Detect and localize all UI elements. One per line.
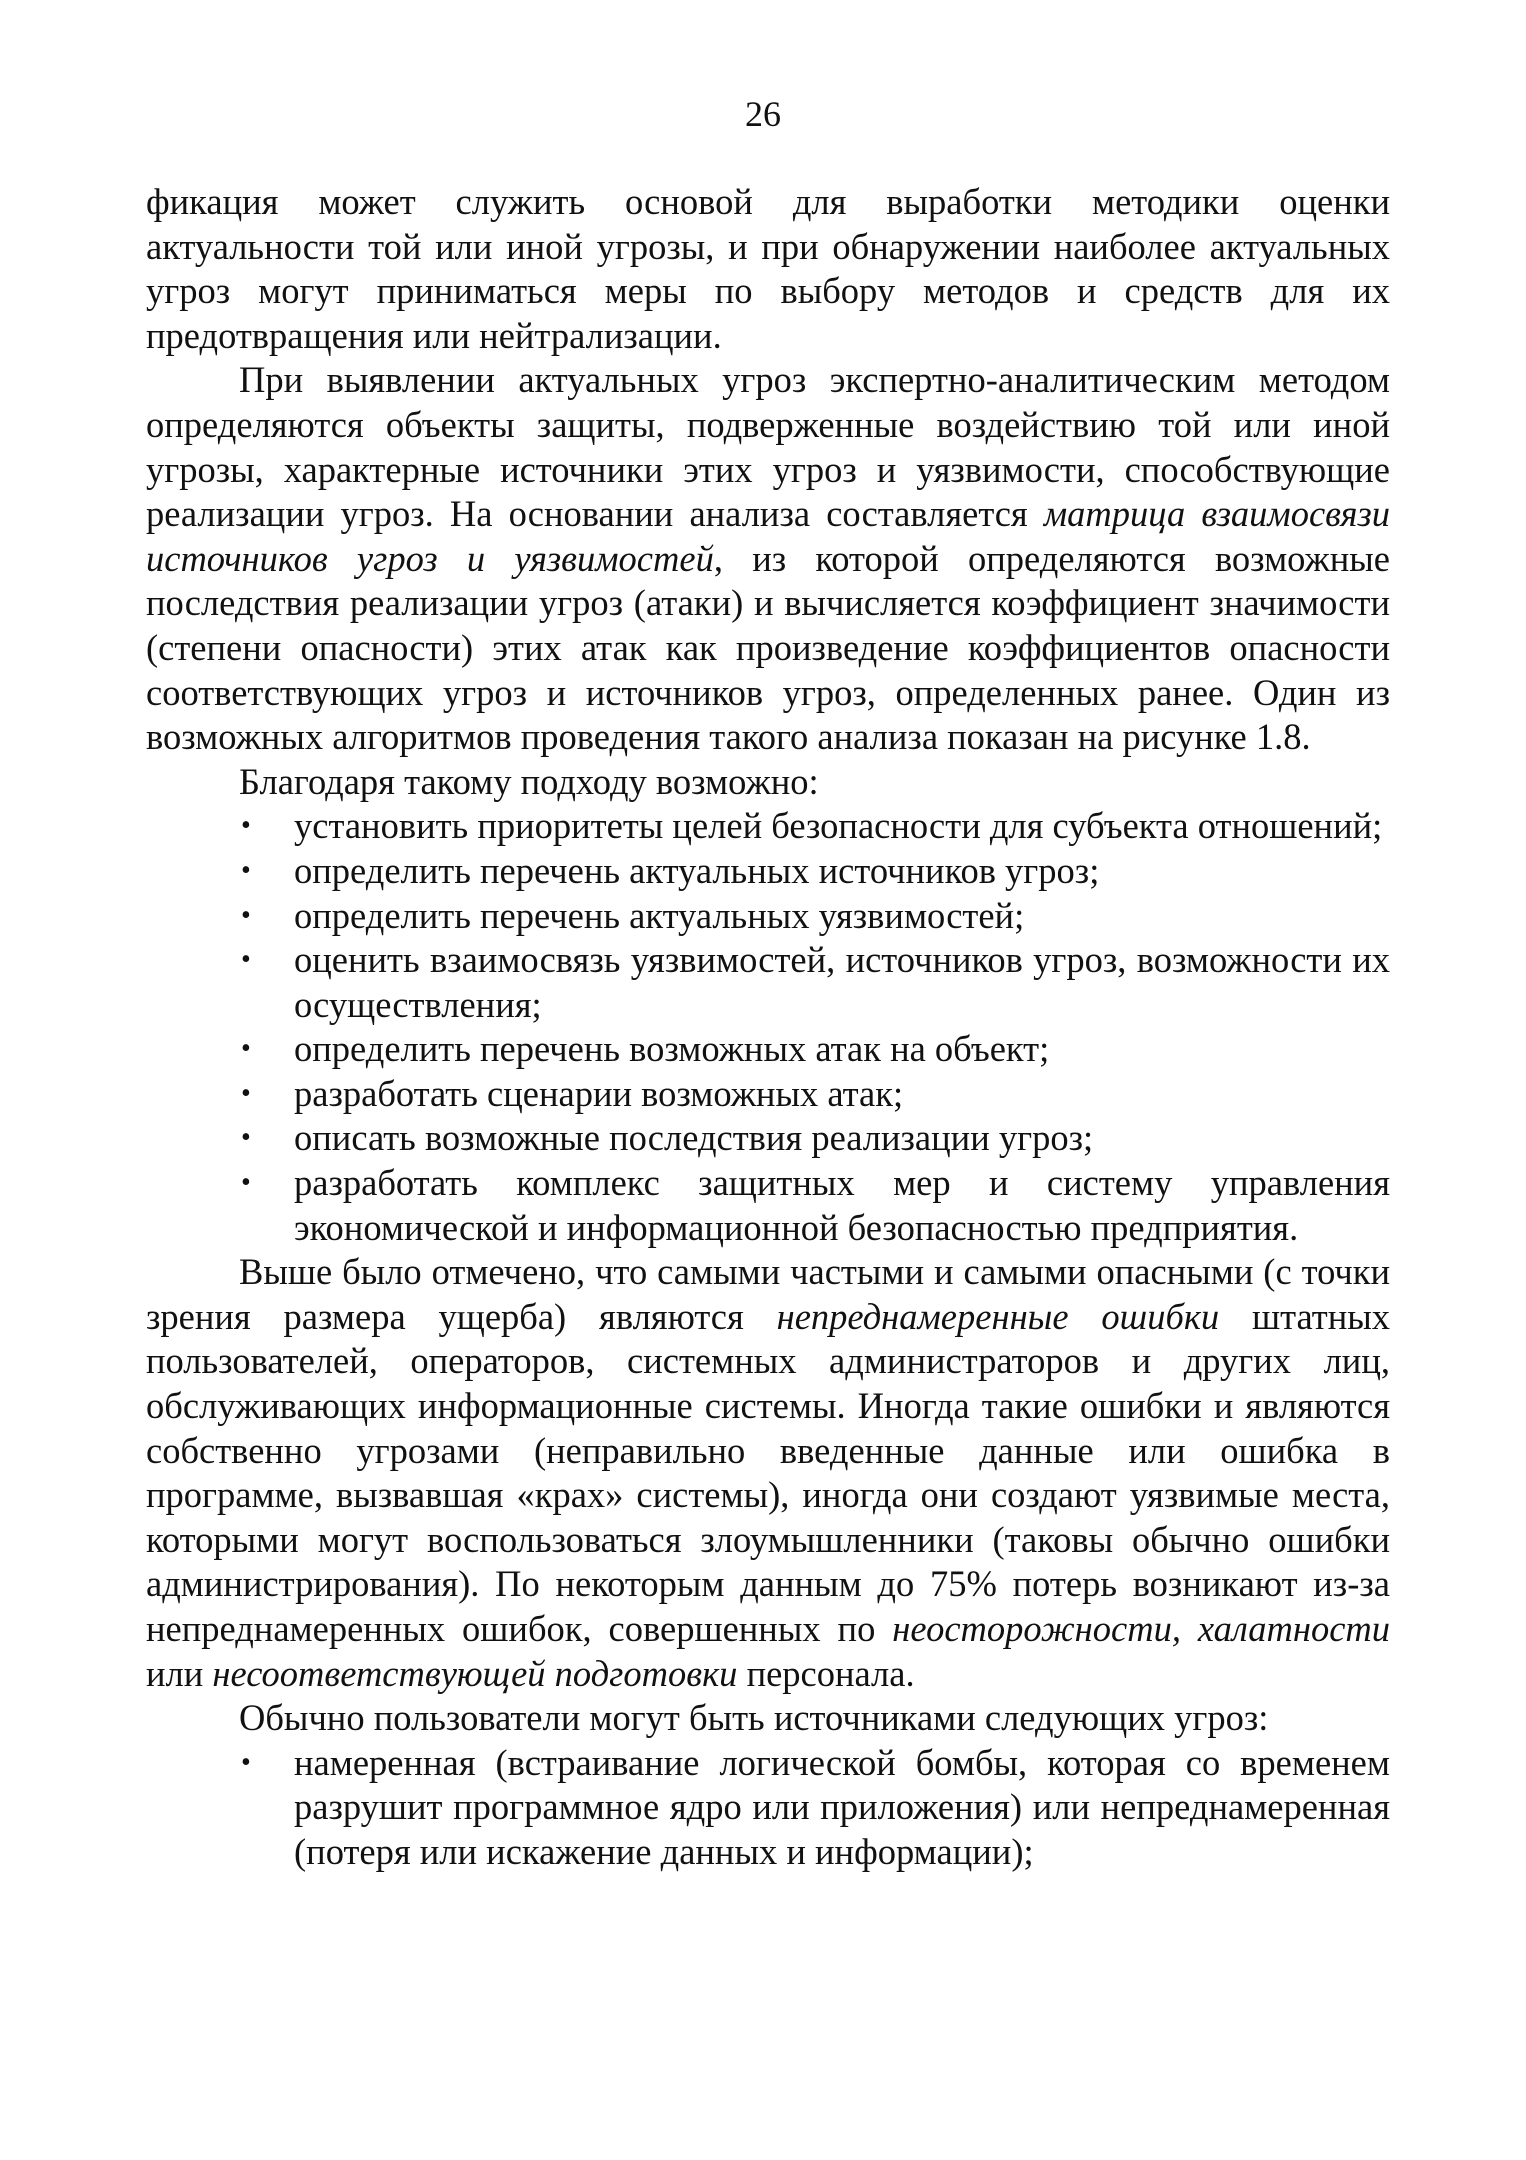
paragraph-threat-analysis: [146, 358, 1390, 759]
list-item: [241, 1116, 1390, 1161]
list-item-text: определить перечень возможных атак на объект;: [294, 1028, 1050, 1070]
bullet-list-user-threats: [146, 1741, 1390, 1875]
paragraph-unintentional-errors: [146, 1250, 1390, 1696]
list-item-text: установить приоритеты целей безопасности для субъекта отношений;: [294, 805, 1383, 847]
list-item: [241, 1161, 1390, 1250]
bullet-icon: •: [241, 944, 251, 976]
bullet-icon: •: [241, 899, 251, 931]
list-item-text: разработать сценарии возможных атак;: [294, 1072, 904, 1114]
paragraph-text: При выявлении актуальных угроз экспертно-аналитическим методом определяются объекты защиты, подверженные воздействию той или иной угрозы, характерные источники этих угроз и уязвимости, способствующие реализации угроз. На основании анализа составляется: [146, 359, 1390, 535]
list-item: [241, 938, 1390, 1027]
list-item: [241, 849, 1390, 894]
paragraph-text: , из которой определяются возможные последствия реализации угроз (атаки) и вычисляется коэффициент значимости (степени опасности) этих атак как произведение коэффициентов опасности соответствующих угроз и источников угроз, определенных ранее. Один из возможных алгоритмов проведения такого анализа показан на рисунке 1.8.: [146, 537, 1390, 758]
bullet-icon: •: [241, 1122, 251, 1154]
paragraph-list-intro: Благодаря такому подходу возможно:: [239, 760, 819, 802]
bullet-list-benefits: [146, 804, 1390, 1250]
list-item-text: намеренная (встраивание логической бомбы, которая со временем разрушит программное ядро или приложения) или непреднамеренная (потеря или искажение данных и информации);: [294, 1741, 1390, 1872]
page-number: 26: [745, 94, 781, 134]
paragraph-text: штатных пользователей, операторов, системных администраторов и других лиц, обслуживающих информационные системы. Иногда такие ошибки и являются собственно угрозами (неправильно введенные данные или ошибка в программе, вызвавшая «крах» системы), иногда они создают уязвимые места, которыми могут воспользоваться злоумышленники (таковы обычно ошибки администрирования). По некоторым данным до 75% потерь возникают из-за непреднамеренных ошибок, совершенных по: [146, 1295, 1390, 1649]
list-item: [241, 804, 1390, 849]
emphasis-term: непреднамеренные ошибки: [776, 1295, 1220, 1337]
emphasis-term: матрица взаимосвязи источников угроз и уязвимостей: [146, 493, 1390, 579]
paragraph-text: Выше было отмечено, что самыми частыми и самыми опасными (с точки зрения размера ущерба) являются: [146, 1251, 1390, 1337]
emphasis-term: несоответствующей подготовки: [212, 1652, 738, 1694]
list-item: [241, 1072, 1390, 1117]
list-item-text: оценить взаимосвязь уязвимостей, источников угроз, возможности их осуществления;: [294, 939, 1390, 1025]
list-item-text: описать возможные последствия реализации угроз;: [294, 1117, 1094, 1159]
paragraph-continuation: фикация может служить основой для выработки методики оценки актуальности той или иной угрозы, и при обнаружении наиболее актуальных угроз могут приниматься меры по выбору методов и средств для их предотвращения или нейтрализации.: [146, 181, 1390, 356]
list-item-text: разработать комплекс защитных мер и систему управления экономической и информационной безопасностью предприятия.: [294, 1162, 1390, 1248]
paragraph-text: персонала.: [737, 1652, 915, 1694]
emphasis-term: неосторожности, халатности: [892, 1608, 1390, 1649]
bullet-icon: •: [241, 1077, 251, 1109]
bullet-icon: •: [241, 1033, 251, 1065]
list-item: [241, 894, 1390, 939]
page-body: [146, 180, 1390, 1875]
list-item: [241, 1027, 1390, 1072]
paragraph-user-threats-intro: Обычно пользователи могут быть источниками следующих угроз:: [239, 1697, 1269, 1739]
list-item-text: определить перечень актуальных источников угроз;: [294, 849, 1100, 891]
list-item-text: определить перечень актуальных уязвимостей;: [294, 894, 1025, 936]
bullet-icon: •: [241, 1746, 251, 1778]
bullet-icon: •: [241, 810, 251, 842]
bullet-icon: •: [241, 1167, 251, 1199]
paragraph-text: или: [146, 1652, 213, 1694]
list-item: [241, 1741, 1390, 1875]
bullet-icon: •: [241, 854, 251, 886]
